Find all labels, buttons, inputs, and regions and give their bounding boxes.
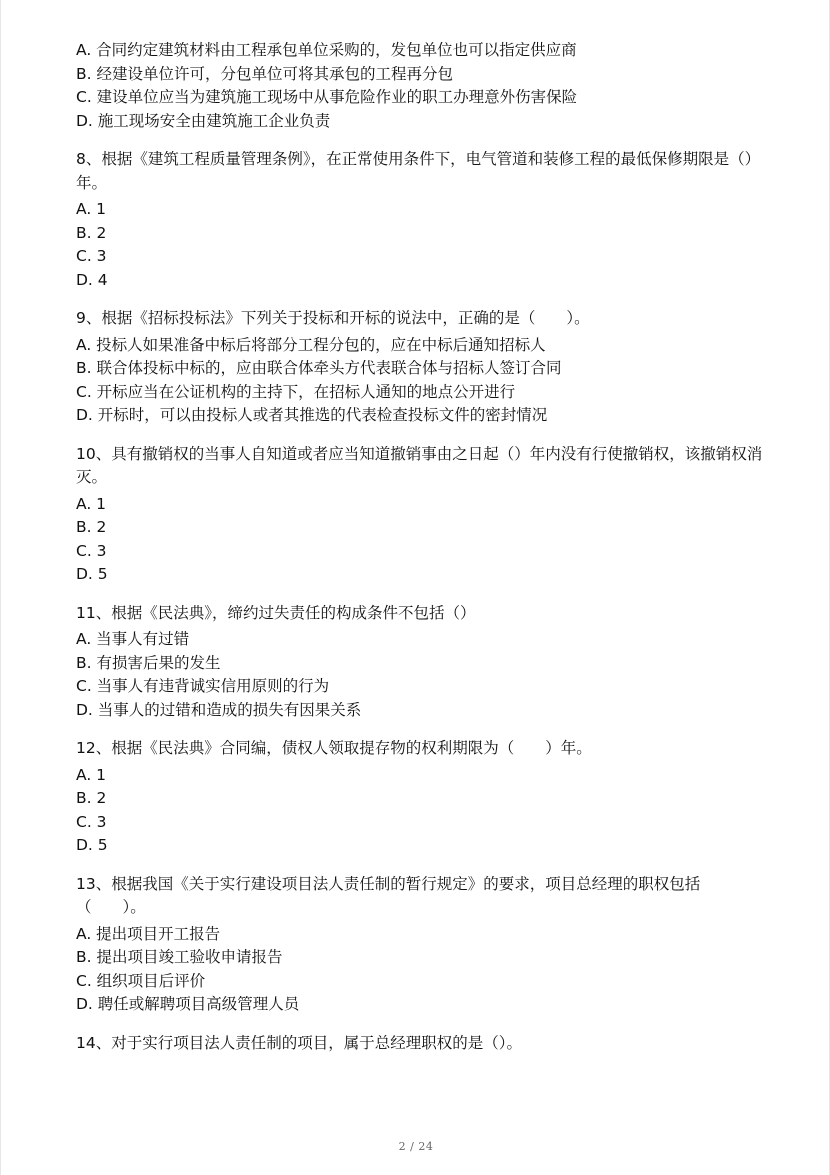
page-content	[76, 39, 766, 1058]
option: A. 1	[76, 200, 107, 218]
option: C. 3	[76, 541, 107, 560]
question-14	[76, 1032, 766, 1056]
option: A. 1	[76, 765, 107, 784]
option: A. 投标人如果准备中标后将部分工程分包的，应在中标后通知招标人	[76, 335, 546, 354]
option: B. 2	[76, 789, 107, 807]
question-10	[76, 443, 766, 587]
option: A. 1	[76, 494, 107, 513]
option: C. 3	[76, 812, 107, 831]
question-stem: 11、根据《民法典》，缔约过失责任的构成条件不包括（）	[76, 603, 476, 622]
option: C. 3	[76, 247, 107, 265]
option: B. 提出项目竣工验收申请报告	[76, 948, 283, 966]
option: A. 提出项目开工报告	[76, 924, 221, 943]
question-9	[76, 307, 766, 428]
question-11	[76, 602, 766, 723]
option: D. 开标时，可以由投标人或者其推选的代表检查投标文件的密封情况	[76, 406, 548, 424]
question-stem: 8、根据《建筑工程质量管理条例》，在正常使用条件下，电气管道和装修工程的最低保修期限是（）年。	[76, 150, 761, 192]
option: C. 开标应当在公证机构的主持下，在招标人通知的地点公开进行	[76, 382, 516, 401]
option: C. 建设单位应当为建筑施工现场中从事危险作业的职工办理意外伤害保险	[76, 88, 578, 106]
option: B. 2	[76, 518, 107, 536]
question-stem: 14、对于实行项目法人责任制的项目，属于总经理职权的是（）。	[76, 1033, 522, 1052]
option: C. 组织项目后评价	[76, 971, 206, 990]
question-stem: 10、具有撤销权的当事人自知道或者应当知道撤销事由之日起（）年内没有行使撤销权，该撤销权消灭。	[76, 444, 763, 486]
option: D. 5	[76, 565, 108, 583]
option: B. 有损害后果的发生	[76, 653, 221, 672]
option: D. 5	[76, 836, 108, 854]
question-stem: 12、根据《民法典》合同编，债权人领取提存物的权利期限为（ ）年。	[76, 739, 592, 757]
question-stem: 9、根据《招标投标法》下列关于投标和开标的说法中，正确的是（ ）。	[76, 309, 590, 327]
option: B. 经建设单位许可，分包单位可将其承包的工程再分包	[76, 64, 453, 83]
lead-options	[76, 39, 766, 133]
option: D. 当事人的过错和造成的损失有因果关系	[76, 700, 362, 719]
option: C. 当事人有违背诚实信用原则的行为	[76, 677, 330, 695]
question-stem: 13、根据我国《关于实行建设项目法人责任制的暂行规定》的要求，项目总经理的职权包括（ ）。	[76, 874, 701, 916]
question-12	[76, 737, 766, 858]
page-indicator: 2 / 24	[398, 1140, 434, 1153]
question-13	[76, 873, 766, 1017]
option: D. 4	[76, 270, 108, 289]
option: A. 合同约定建筑材料由工程承包单位采购的，发包单位也可以指定供应商	[76, 41, 577, 59]
option: D. 施工现场安全由建筑施工企业负责	[76, 111, 331, 130]
question-8	[76, 148, 766, 292]
option: D. 聘任或解聘项目高级管理人员	[76, 995, 300, 1013]
option: B. 联合体投标中标的，应由联合体牵头方代表联合体与招标人签订合同	[76, 359, 562, 377]
option: A. 当事人有过错	[76, 630, 190, 648]
option: B. 2	[76, 223, 107, 242]
